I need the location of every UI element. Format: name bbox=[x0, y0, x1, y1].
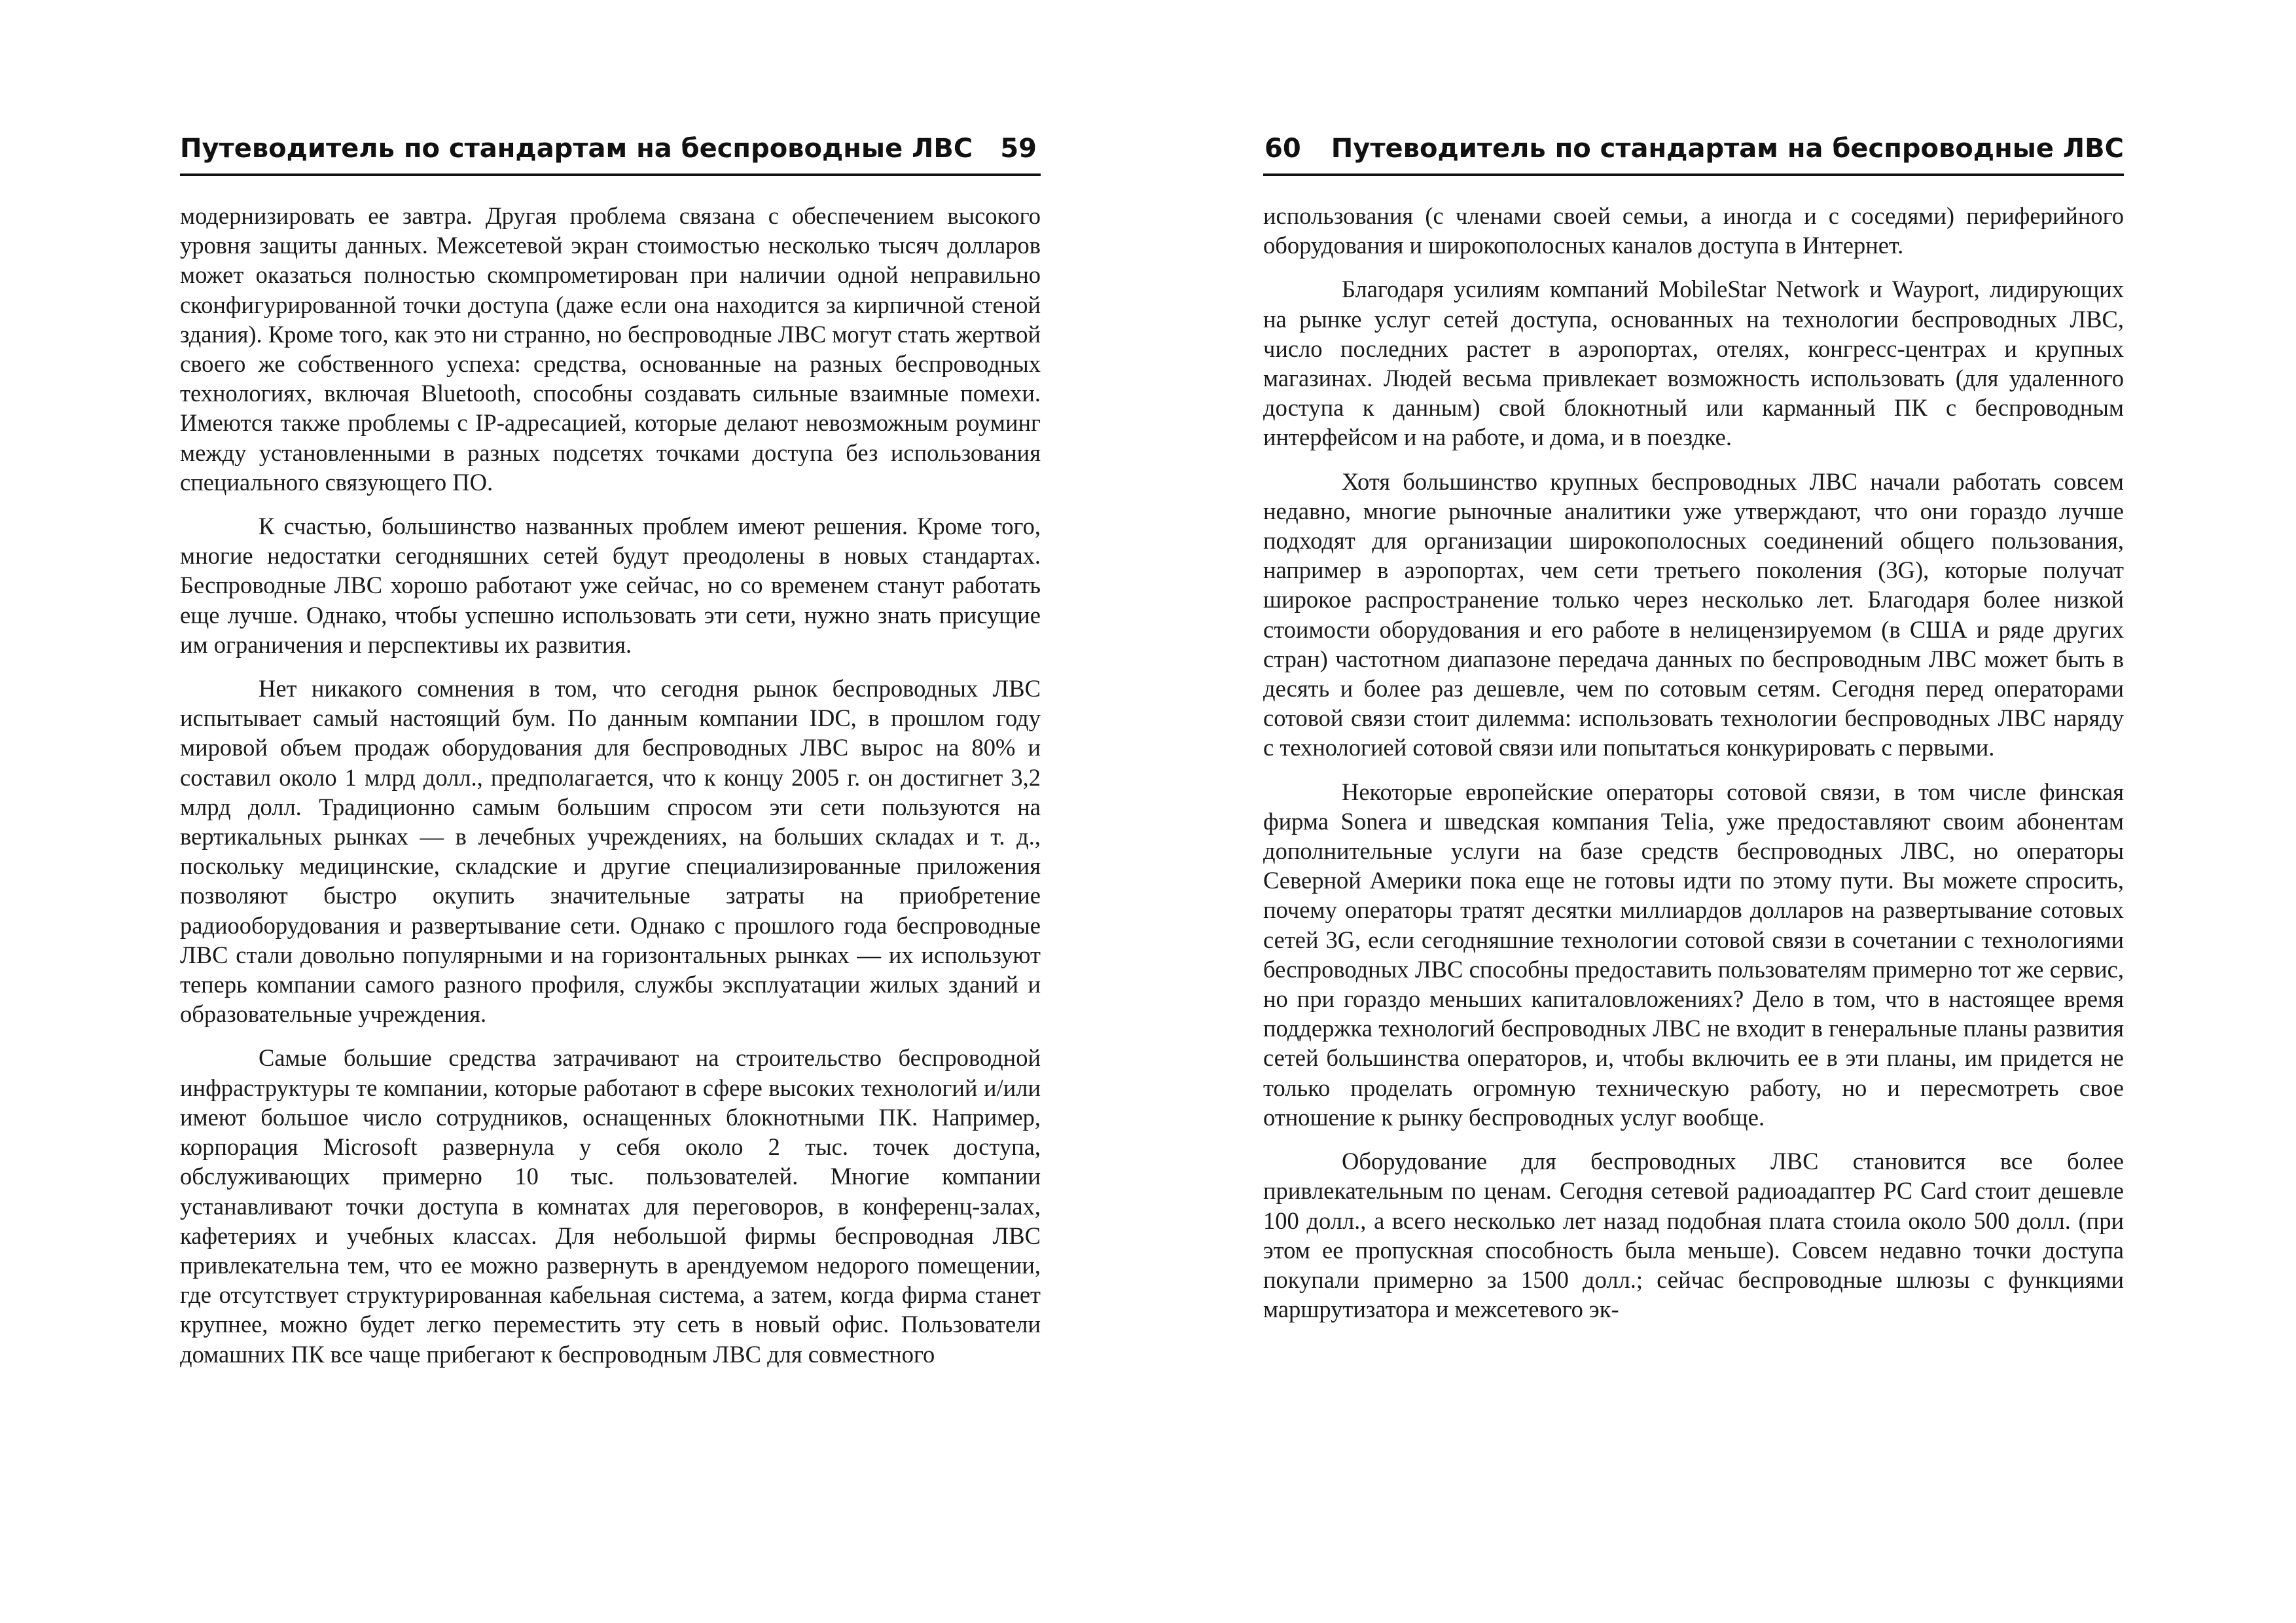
paragraph: Хотя большинство крупных беспроводных ЛВС начали работать совсем недавно, многие рыночные аналитики уже утверждают, что они гораздо лучше подходят для организации широкополосных соединений общего пользования, например в аэропортах, чем сети третьего поколения (3G), которые получат широкое распространение только через несколько лет. Благодаря более низкой стоимости оборудования и его работе в нелицензируемом (в США и ряде других стран) частотном диапазоне передача данных по беспроводным ЛВС может быть в десять и более раз дешевле, чем по сотовым сетям. Сегодня перед операторами сотовой связи стоит дилемма: использовать технологии беспроводных ЛВС наряду с технологией сотовой связи или попытаться конкурировать с первыми. bbox=[1263, 467, 2124, 761]
page-header bbox=[180, 128, 1041, 176]
paragraph: К счастью, большинство названных проблем имеют решения. Кроме того, многие недостатки сегодняшних сетей будут преодолены в новых стандартах. Беспроводные ЛВС хорошо работают уже сейчас, но со временем станут работать еще лучше. Однако, чтобы успешно использовать эти сети, нужно знать присущие им ограничения и перспективы их развития. bbox=[180, 513, 1041, 658]
left-page bbox=[180, 128, 1041, 1383]
page-header bbox=[1263, 128, 2124, 176]
paragraph: модернизировать ее завтра. Другая проблема связана с обеспечением высокого уровня защиты данных. Межсетевой экран стоимостью несколько тысяч долларов может оказаться полностью скомпрометирован при наличии одной неправильно сконфигурированной точки доступа (даже если она находится за кирпичной стеной здания). Кроме того, как это ни странно, но беспроводные ЛВС могут стать жертвой своего же собственного успеха: средства, основанные на разных беспроводных технологиях, включая Bluetooth, способны создавать сильные взаимные помехи. Имеются также проблемы с IP-адресацией, которые делают невозможным роуминг между установленными в разных подсетях точками доступа без использования специального связующего ПО. bbox=[180, 202, 1041, 496]
paragraph: Самые большие средства затрачивают на строительство беспроводной инфраструктуры те компании, которые работают в сфере высоких технологий и/или имеют большое число сотрудников, оснащенных блокнотными ПК. Например, корпорация Microsoft развернула у себя около 2 тыс. точек доступа, обслуживающих примерно 10 тыс. пользователей. Многие компании устанавливают точки доступа в комнатах для переговоров, в конференц-залах, кафетериях и учебных классах. Для небольшой фирмы беспроводная ЛВС привлекательна тем, что ее можно развернуть в арендуемом недорого помещении, где отсутствует структурированная кабельная система, а затем, когда фирма станет крупнее, можно будет легко переместить эту сеть в новый офис. Пользователи домашних ПК все чаще прибегают к беспроводным ЛВС для совместного bbox=[180, 1044, 1041, 1368]
paragraph: Некоторые европейские операторы сотовой связи, в том числе финская фирма Sonera и шведская компания Telia, уже предоставляют своим абонентам дополнительные услуги на базе средств беспроводных ЛВС, но операторы Северной Америки пока еще не готовы идти по этому пути. Вы можете спросить, почему операторы тратят десятки миллиардов долларов на развертывание сотовых сетей 3G, если сегодняшние технологии сотовой связи в сочетании с технологиями беспроводных ЛВС способны предоставить пользователям примерно тот же сервис, но при гораздо меньших капиталовложениях? Дело в том, что в настоящее время поддержка технологий беспроводных ЛВС не входит в генеральные планы развития сетей большинства операторов, и, чтобы включить ее в эти планы, им придется не только проделать огромную техническую работу, но и пересмотреть свое отношение к рынку беспроводных услуг вообще. bbox=[1263, 778, 2124, 1131]
paragraph: Благодаря усилиям компаний MobileStar Network и Wayport, лидирующих на рынке услуг сетей доступа, основанных на технологии беспроводных ЛВС, число последних растет в аэропортах, отелях, конгресс-центрах и крупных магазинах. Людей весьма привлекает возможность использовать (для удаленного доступа к данным) свой блокнотный или карманный ПК с беспроводным интерфейсом и на работе, и дома, и в поездке. bbox=[1263, 276, 2124, 451]
paragraph: Нет никакого сомнения в том, что сегодня рынок беспроводных ЛВС испытывает самый настоящий бум. По данным компании IDC, в прошлом году мировой объем продаж оборудования для беспроводных ЛВС вырос на 80% и составил около 1 млрд долл., предполагается, что к концу 2005 г. он достигнет 3,2 млрд долл. Традиционно самым большим спросом эти сети пользуются на вертикальных рынках — в лечебных учреждениях, на больших складах и т. д., поскольку медицинские, складские и другие специализированные приложения позволяют быстро окупить значительные затраты на приобретение радиооборудования и развертывание сети. Однако с прошлого года беспроводные ЛВС стали довольно популярными и на горизонтальных рынках — их используют теперь компании самого разного профиля, службы эксплуатации жилых зданий и образовательные учреждения. bbox=[180, 675, 1041, 1028]
running-title: Путеводитель по стандартам на беспроводные ЛВС bbox=[180, 134, 973, 164]
paragraph: использования (с членами своей семьи, а иногда и с соседями) периферийного оборудования и широкополосных каналов доступа в Интернет. bbox=[1263, 202, 2124, 259]
page-number: 60 bbox=[1265, 134, 1301, 164]
running-title: Путеводитель по стандартам на беспроводные ЛВС bbox=[1331, 134, 2124, 164]
page-body bbox=[180, 201, 1041, 1369]
page-body bbox=[1263, 201, 2124, 1324]
page-number: 59 bbox=[1000, 134, 1037, 164]
paragraph: Оборудование для беспроводных ЛВС становится все более привлекательным по ценам. Сегодня сетевой радиоадаптер PC Card стоит дешевле 100 долл., а всего несколько лет назад подобная плата стоила около 500 долл. (при этом ее пропускная способность была меньше). Совсем недавно точки доступа покупали примерно за 1500 долл.; сейчас беспроводные шлюзы с функциями маршрутизатора и межсетевого эк- bbox=[1263, 1148, 2124, 1323]
right-page bbox=[1263, 128, 2124, 1338]
